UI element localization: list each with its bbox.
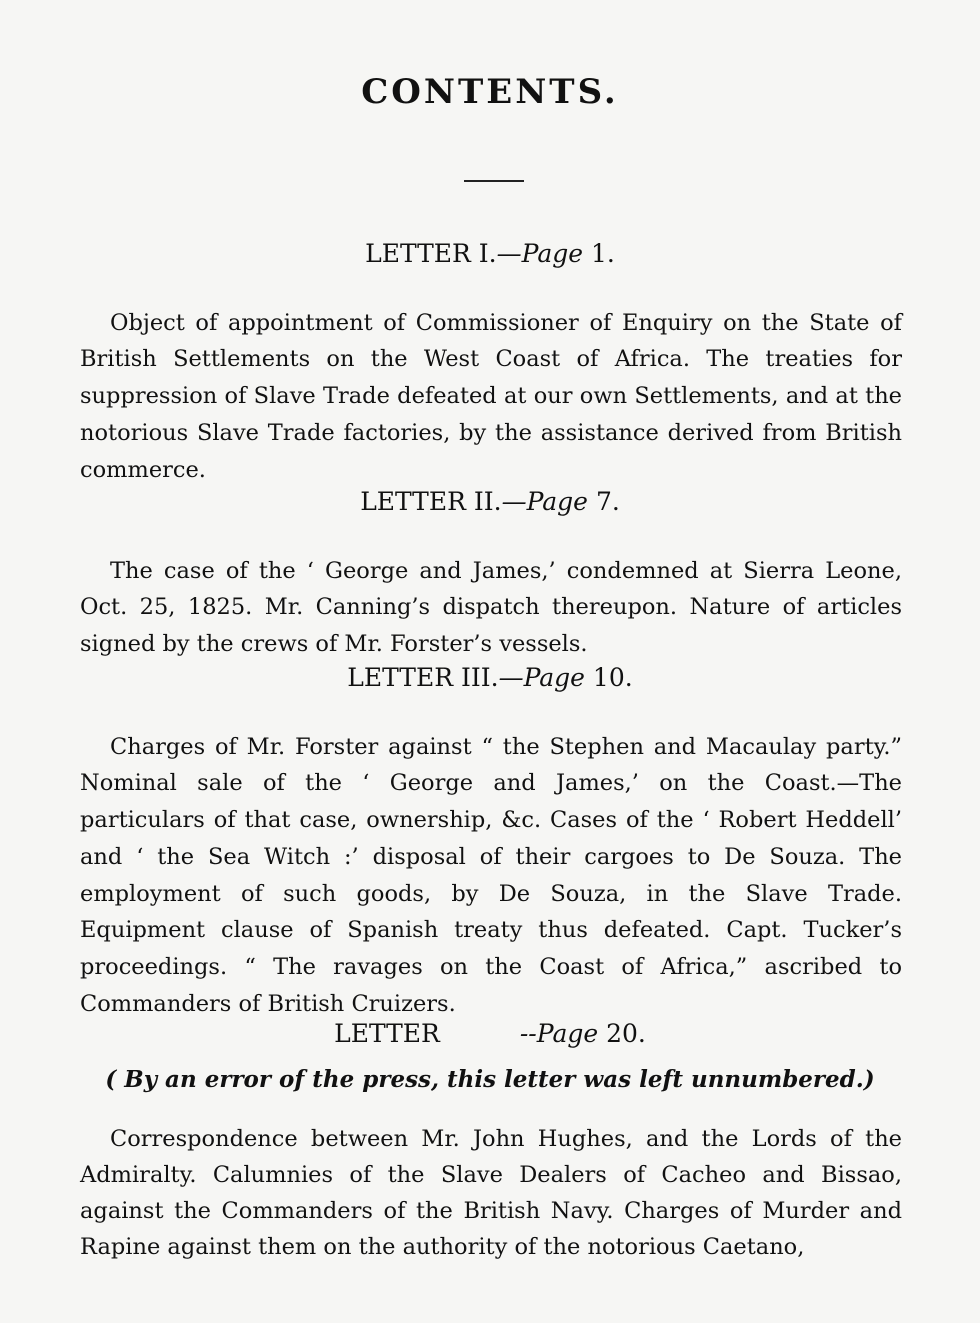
- letter-1-summary: Object of appointment of Commissioner of Enquiry on the State of British Settlements on the West Coast of Africa. The treaties for suppression of Slave Trade defeated at our own Settlements, and at the notorious Slave Trade factories, by the assistance derived from British commerce.: [80, 309, 902, 483]
- letter-1-page-number: 1.: [591, 239, 615, 268]
- letter-1-heading: [0, 238, 980, 270]
- page-title: CONTENTS.: [361, 72, 619, 112]
- letter-3-title: LETTER III.: [347, 663, 499, 692]
- letter-3-page-number: 10.: [592, 663, 633, 692]
- title-rule: [464, 180, 524, 182]
- letter-2-title: LETTER II.: [360, 487, 502, 516]
- letter-4-heading: [0, 1018, 980, 1050]
- letter-4-summary: Correspondence between Mr. John Hughes, and the Lords of the Admiralty. Calumnies of the Slave Dealers of Cacheo and Bissao, against the Commanders of the British Navy. Charges of Murder and Rapine against them on the authority of the notorious Caetano,: [80, 1125, 902, 1261]
- letter-3-page-label: —Page: [498, 663, 585, 692]
- letter-2-page-label: —Page: [501, 487, 588, 516]
- letter-3-heading: [0, 662, 980, 694]
- letter-2-page-number: 7.: [595, 487, 620, 516]
- letter-1-page-label: —Page: [496, 239, 584, 268]
- letter-2-summary: The case of the ‘ George and James,’ condemned at Sierra Leone, Oct. 25, 1825. Mr. Canning’s dispatch thereupon. Nature of articles signed by the crews of Mr. Forster’s vessels.: [80, 557, 902, 658]
- letter-1-title: LETTER I.: [365, 239, 497, 268]
- letter-4-title: LETTER: [334, 1019, 440, 1048]
- letter-4-errata-note: ( By an error of the press, this letter was left unnumbered.): [105, 1066, 875, 1093]
- letter-4-page-number: 20.: [606, 1019, 646, 1048]
- letter-4-page-label: --Page: [519, 1019, 599, 1048]
- letter-3-summary: Charges of Mr. Forster against “ the Stephen and Macaulay party.” Nominal sale of the ‘ George and James,’ on the Coast.—The particulars of that case, ownership, &c. Cases of the ‘ Robert Heddell’ and ‘ the Sea Witch :’ disposal of their cargoes to De Souza. The employment of such goods, by De Souza, in the Slave Trade. Equipment clause of Spanish treaty thus defeated. Capt. Tucker’s proceedings. “ The ravages on the Coast of Africa,” ascribed to Commanders of British Cruizers.: [80, 733, 902, 1018]
- letter-2-heading: [0, 486, 980, 518]
